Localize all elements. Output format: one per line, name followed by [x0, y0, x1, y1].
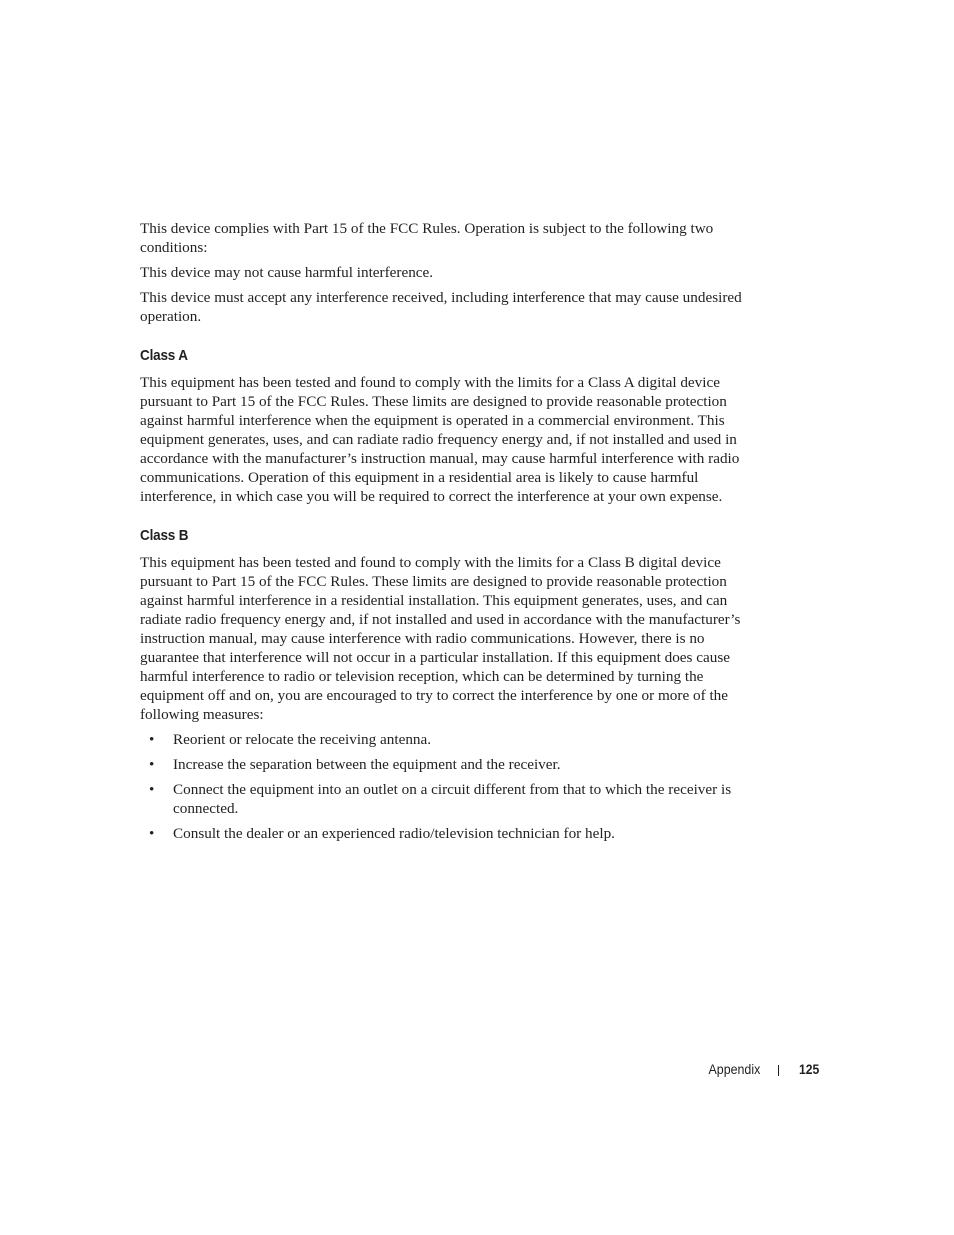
list-item-text: Increase the separation between the equipment and the receiver.	[173, 756, 561, 773]
intro-paragraph: This device must accept any interference received, including interference that may cause undesired operation.	[140, 289, 742, 325]
list-item-text: Consult the dealer or an experienced radio/television technician for help.	[173, 825, 615, 842]
class-b-body: This equipment has been tested and found to comply with the limits for a Class B digital device pursuant to Part 15 of the FCC Rules. These limits are designed to provide reasonable protection against harmful interference in a residential installation. This equipment generates, uses, and can radiate radio frequency energy and, if not installed and used in accordance with the manufacturer’s instruction manual, may cause interference with radio communications. However, there is no guarantee that interference will not occur in a particular installation. If this equipment does cause harmful interference to radio or television reception, which can be determined by turning the equipment off and on, you are encouraged to try to correct the interference by one or more of the following measures:	[140, 554, 741, 723]
class-a-body: This equipment has been tested and found to comply with the limits for a Class A digital device pursuant to Part 15 of the FCC Rules. These limits are designed to provide reasonable protection against harmful interference when the equipment is operated in a commercial environment. This equipment generates, uses, and can radiate radio frequency energy and, if not installed and used in accordance with the manufacturer’s instruction manual, may cause harmful interference with radio communications. Operation of this equipment in a residential area is likely to cause harmful interference, in which case you will be required to correct the interference at your own expense.	[140, 374, 740, 505]
footer-divider	[778, 1065, 779, 1076]
class-b-heading: Class B	[140, 527, 189, 544]
bullet-icon: •	[149, 731, 155, 748]
list-item	[140, 824, 760, 843]
list-item	[140, 755, 760, 774]
page-footer	[0, 1060, 954, 1080]
page-number: 125	[799, 1062, 820, 1077]
list-item	[140, 780, 760, 818]
footer-section-title: Appendix	[708, 1062, 760, 1077]
list-item	[140, 730, 760, 749]
page-content	[140, 219, 760, 849]
list-item-text: Connect the equipment into an outlet on a circuit different from that to which the receiver is connected.	[173, 781, 732, 817]
class-a-heading: Class A	[140, 347, 188, 364]
bullet-icon: •	[149, 756, 155, 773]
intro-paragraph: This device may not cause harmful interference.	[140, 264, 434, 281]
bullet-icon: •	[149, 781, 155, 798]
intro-paragraph: This device complies with Part 15 of the FCC Rules. Operation is subject to the following two conditions:	[140, 220, 714, 256]
measures-list	[140, 730, 760, 843]
list-item-text: Reorient or relocate the receiving antenna.	[173, 731, 432, 748]
bullet-icon: •	[149, 825, 155, 842]
